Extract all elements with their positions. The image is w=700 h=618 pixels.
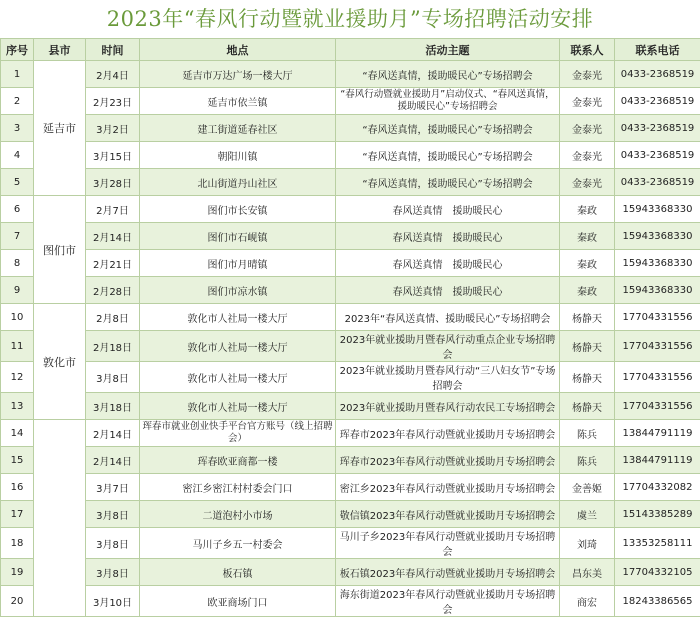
header-contact: 联系人: [560, 39, 615, 61]
row-contact: 秦政: [560, 277, 615, 304]
row-place: 敦化市人社局一楼大厅: [140, 304, 336, 331]
row-time: 2月18日: [86, 331, 140, 362]
page-title: 2023年“春风行动暨就业援助月”专场招聘活动安排: [106, 7, 594, 31]
row-theme: “春风行动暨就业援助月”启动仪式、“春风送真情，援助暖民心”专场招聘会: [336, 88, 560, 115]
table-header-row: [1, 39, 700, 61]
table-row: [1, 88, 700, 115]
row-time: 3月15日: [86, 142, 140, 169]
row-phone: 0433-2368519: [615, 142, 700, 169]
row-time: 3月8日: [86, 362, 140, 393]
row-contact: 杨静天: [560, 362, 615, 393]
row-theme: 珲春市2023年春风行动暨就业援助月专场招聘会: [336, 447, 560, 474]
row-time: 3月8日: [86, 559, 140, 586]
row-theme: 春风送真情 援助暖民心: [336, 196, 560, 223]
row-seq: 12: [1, 362, 34, 393]
row-place: 朝阳川镇: [140, 142, 336, 169]
row-phone: 13844791119: [615, 447, 700, 474]
row-phone: 17704331556: [615, 362, 700, 393]
row-seq: 14: [1, 420, 34, 447]
row-time: 3月10日: [86, 586, 140, 617]
row-theme: “春风送真情，援助暖民心”专场招聘会: [336, 169, 560, 196]
table-row: [1, 559, 700, 586]
row-contact: 杨静天: [560, 304, 615, 331]
row-place: 敦化市人社局一楼大厅: [140, 393, 336, 420]
row-place: 延吉市万达广场一楼大厅: [140, 61, 336, 88]
table-row: [1, 196, 700, 223]
row-phone: 0433-2368519: [615, 88, 700, 115]
row-contact: 刘琦: [560, 528, 615, 559]
row-phone: 17704331556: [615, 393, 700, 420]
row-time: 2月14日: [86, 420, 140, 447]
row-time: 2月28日: [86, 277, 140, 304]
row-place: 图们市月晴镇: [140, 250, 336, 277]
row-time: 3月7日: [86, 474, 140, 501]
table-row: [1, 169, 700, 196]
row-place: 板石镇: [140, 559, 336, 586]
row-theme: 珲春市2023年春风行动暨就业援助月专场招聘会: [336, 420, 560, 447]
row-contact: 金泰光: [560, 88, 615, 115]
row-place: 图们市石岘镇: [140, 223, 336, 250]
row-place: 建工街道延春社区: [140, 115, 336, 142]
row-phone: 17704331556: [615, 304, 700, 331]
row-phone: 0433-2368519: [615, 61, 700, 88]
row-place: 北山街道丹山社区: [140, 169, 336, 196]
row-county: [34, 420, 86, 617]
table-row: [1, 474, 700, 501]
schedule-table: [0, 38, 700, 617]
row-seq: 18: [1, 528, 34, 559]
header-time: 时间: [86, 39, 140, 61]
row-contact: 虞兰: [560, 501, 615, 528]
row-phone: 15943368330: [615, 223, 700, 250]
row-place: 密江乡密江村村委会门口: [140, 474, 336, 501]
row-seq: 8: [1, 250, 34, 277]
row-time: 3月8日: [86, 528, 140, 559]
table-row: [1, 250, 700, 277]
row-phone: 0433-2368519: [615, 115, 700, 142]
row-seq: 2: [1, 88, 34, 115]
row-contact: 杨静天: [560, 393, 615, 420]
row-seq: 16: [1, 474, 34, 501]
row-seq: 13: [1, 393, 34, 420]
table-row: [1, 393, 700, 420]
table-row: [1, 61, 700, 88]
row-seq: 5: [1, 169, 34, 196]
row-seq: 19: [1, 559, 34, 586]
row-phone: 13353258111: [615, 528, 700, 559]
row-contact: 昌东美: [560, 559, 615, 586]
row-time: 2月7日: [86, 196, 140, 223]
header-phone: 联系电话: [615, 39, 700, 61]
row-place: 敦化市人社局一楼大厅: [140, 331, 336, 362]
row-time: 2月21日: [86, 250, 140, 277]
row-phone: 18243386565: [615, 586, 700, 617]
row-contact: 金泰光: [560, 169, 615, 196]
row-time: 2月4日: [86, 61, 140, 88]
row-seq: 3: [1, 115, 34, 142]
row-time: 2月23日: [86, 88, 140, 115]
row-theme: 春风送真情 援助暖民心: [336, 277, 560, 304]
row-place: 珲春市就业创业快手平台官方账号（线上招聘会）: [140, 420, 336, 447]
row-place: 延吉市依兰镇: [140, 88, 336, 115]
row-time: 3月8日: [86, 501, 140, 528]
row-contact: 商宏: [560, 586, 615, 617]
row-seq: 10: [1, 304, 34, 331]
table-row: [1, 223, 700, 250]
row-phone: 15943368330: [615, 250, 700, 277]
row-contact: 金泰光: [560, 61, 615, 88]
row-contact: 金善姬: [560, 474, 615, 501]
row-contact: 金泰光: [560, 115, 615, 142]
row-theme: 密江乡2023年春风行动暨就业援助月专场招聘会: [336, 474, 560, 501]
row-place: 二道泡村小市场: [140, 501, 336, 528]
row-theme: 2023年就业援助月暨春风行动重点企业专场招聘会: [336, 331, 560, 362]
table-row: [1, 304, 700, 331]
row-time: 2月14日: [86, 223, 140, 250]
header-place: 地点: [140, 39, 336, 61]
row-contact: 秦政: [560, 250, 615, 277]
row-seq: 20: [1, 586, 34, 617]
row-seq: 4: [1, 142, 34, 169]
row-contact: 秦政: [560, 196, 615, 223]
row-contact: 陈兵: [560, 420, 615, 447]
row-seq: 11: [1, 331, 34, 362]
row-place: 欧亚商场门口: [140, 586, 336, 617]
row-contact: 杨静天: [560, 331, 615, 362]
row-seq: 15: [1, 447, 34, 474]
row-phone: 17704332105: [615, 559, 700, 586]
table-row: [1, 447, 700, 474]
table-row: [1, 586, 700, 617]
row-contact: 金泰光: [560, 142, 615, 169]
row-place: 珲春欧亚商都一楼: [140, 447, 336, 474]
row-county: 图们市: [34, 196, 86, 304]
row-time: 2月14日: [86, 447, 140, 474]
row-seq: 1: [1, 61, 34, 88]
row-phone: 17704332082: [615, 474, 700, 501]
row-place: 图们市凉水镇: [140, 277, 336, 304]
header-seq: 序号: [1, 39, 34, 61]
row-contact: 秦政: [560, 223, 615, 250]
row-county: 延吉市: [34, 61, 86, 196]
row-seq: 7: [1, 223, 34, 250]
row-place: 图们市长安镇: [140, 196, 336, 223]
table-row: [1, 331, 700, 362]
row-seq: 6: [1, 196, 34, 223]
row-county: 敦化市: [34, 304, 86, 420]
row-theme: 敬信镇2023年春风行动暨就业援助月专场招聘会: [336, 501, 560, 528]
table-row: [1, 115, 700, 142]
row-seq: 9: [1, 277, 34, 304]
row-time: 3月28日: [86, 169, 140, 196]
row-theme: 春风送真情 援助暖民心: [336, 250, 560, 277]
table-row: [1, 528, 700, 559]
row-phone: 15943368330: [615, 196, 700, 223]
row-phone: 17704331556: [615, 331, 700, 362]
table-row: [1, 420, 700, 447]
row-phone: 0433-2368519: [615, 169, 700, 196]
row-theme: 马川子乡2023年春风行动暨就业援助月专场招聘会: [336, 528, 560, 559]
row-theme: 2023年就业援助月暨春风行动“三八妇女节”专场招聘会: [336, 362, 560, 393]
row-time: 3月18日: [86, 393, 140, 420]
row-theme: 春风送真情 援助暖民心: [336, 223, 560, 250]
row-phone: 15943368330: [615, 277, 700, 304]
row-theme: “春风送真情，援助暖民心”专场招聘会: [336, 142, 560, 169]
row-theme: “春风送真情，援助暖民心”专场招聘会: [336, 115, 560, 142]
table-row: [1, 501, 700, 528]
row-time: 2月8日: [86, 304, 140, 331]
row-theme: 2023年就业援助月暨春风行动农民工专场招聘会: [336, 393, 560, 420]
header-theme: 活动主题: [336, 39, 560, 61]
table-row: [1, 277, 700, 304]
row-theme: 海东街道2023年春风行动暨就业援助月专场招聘会: [336, 586, 560, 617]
row-phone: 13844791119: [615, 420, 700, 447]
row-place: 敦化市人社局一楼大厅: [140, 362, 336, 393]
row-time: 3月2日: [86, 115, 140, 142]
row-place: 马川子乡五一村委会: [140, 528, 336, 559]
row-theme: 板石镇2023年春风行动暨就业援助月专场招聘会: [336, 559, 560, 586]
row-contact: 陈兵: [560, 447, 615, 474]
table-row: [1, 362, 700, 393]
header-county: 县市: [34, 39, 86, 61]
row-seq: 17: [1, 501, 34, 528]
table-body: [1, 61, 700, 617]
table-row: [1, 142, 700, 169]
row-theme: “春风送真情，援助暖民心”专场招聘会: [336, 61, 560, 88]
row-theme: 2023年“春风送真情、援助暖民心”专场招聘会: [336, 304, 560, 331]
row-phone: 15143385289: [615, 501, 700, 528]
